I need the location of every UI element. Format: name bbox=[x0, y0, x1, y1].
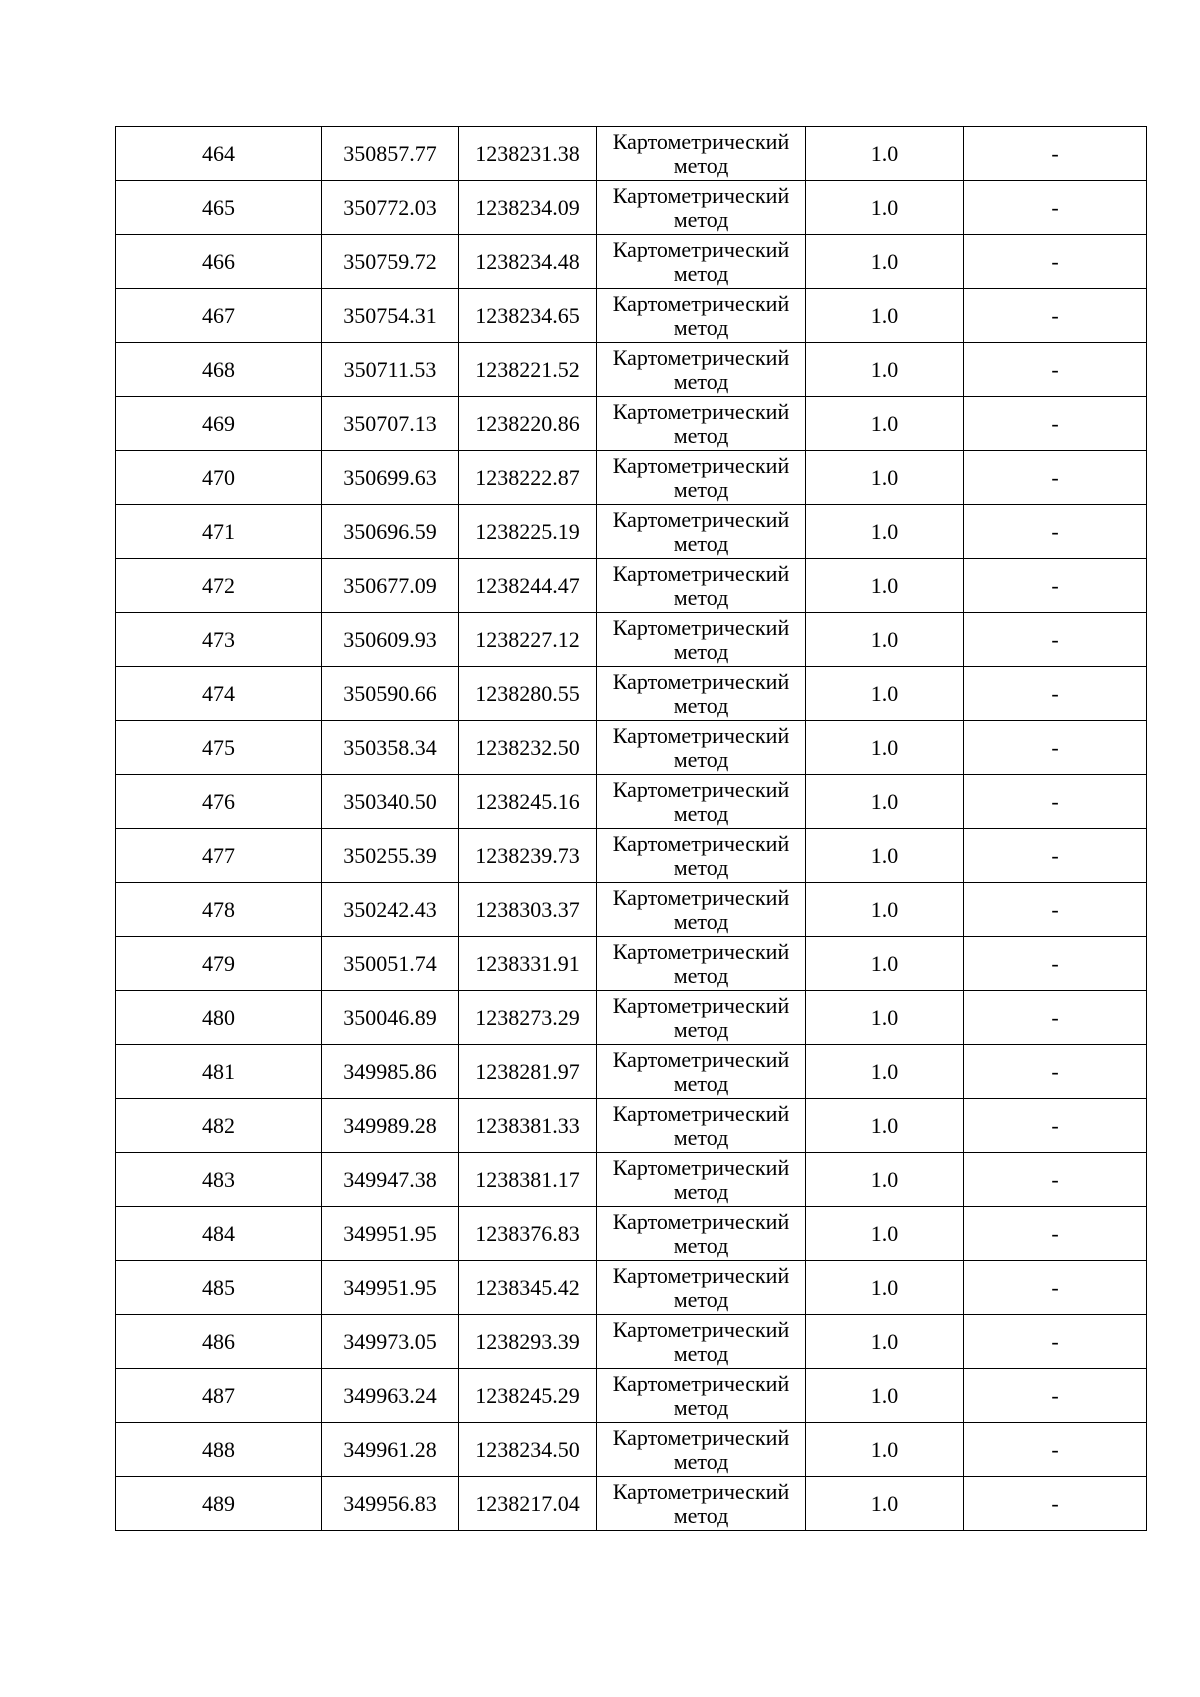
method-cell bbox=[597, 451, 806, 505]
x-coordinate-cell: 350677.09 bbox=[322, 559, 459, 613]
x-coordinate-cell: 350696.59 bbox=[322, 505, 459, 559]
method-line1: Картометрический bbox=[612, 992, 790, 1018]
method-cell bbox=[597, 829, 806, 883]
note-cell: - bbox=[964, 1045, 1147, 1099]
y-coordinate-cell: 1238293.39 bbox=[459, 1315, 597, 1369]
method-line2: метод bbox=[673, 1502, 729, 1528]
note-cell: - bbox=[964, 829, 1147, 883]
x-coordinate-cell: 350255.39 bbox=[322, 829, 459, 883]
method-cell bbox=[597, 127, 806, 181]
method-line2: метод bbox=[673, 1448, 729, 1474]
y-coordinate-cell: 1238303.37 bbox=[459, 883, 597, 937]
note-cell: - bbox=[964, 343, 1147, 397]
method-line1: Картометрический bbox=[612, 452, 790, 478]
note-cell: - bbox=[964, 505, 1147, 559]
method-line1: Картометрический bbox=[612, 1478, 790, 1504]
table-row bbox=[116, 1153, 1147, 1207]
y-coordinate-cell: 1238234.09 bbox=[459, 181, 597, 235]
note-cell: - bbox=[964, 1369, 1147, 1423]
table-row bbox=[116, 613, 1147, 667]
method-cell bbox=[597, 1369, 806, 1423]
x-coordinate-cell: 349951.95 bbox=[322, 1207, 459, 1261]
table-row bbox=[116, 1207, 1147, 1261]
precision-cell: 1.0 bbox=[806, 289, 964, 343]
table-row bbox=[116, 505, 1147, 559]
method-line2: метод bbox=[673, 530, 729, 556]
method-line2: метод bbox=[673, 1124, 729, 1150]
table-row bbox=[116, 235, 1147, 289]
precision-cell: 1.0 bbox=[806, 559, 964, 613]
precision-cell: 1.0 bbox=[806, 181, 964, 235]
precision-cell: 1.0 bbox=[806, 1369, 964, 1423]
precision-cell: 1.0 bbox=[806, 1261, 964, 1315]
x-coordinate-cell: 349961.28 bbox=[322, 1423, 459, 1477]
note-cell: - bbox=[964, 559, 1147, 613]
precision-cell: 1.0 bbox=[806, 397, 964, 451]
method-cell bbox=[597, 1423, 806, 1477]
method-line1: Картометрический bbox=[612, 1424, 790, 1450]
point-number-cell: 466 bbox=[116, 235, 322, 289]
method-cell bbox=[597, 397, 806, 451]
method-line1: Картометрический bbox=[612, 128, 790, 154]
x-coordinate-cell: 350340.50 bbox=[322, 775, 459, 829]
y-coordinate-cell: 1238331.91 bbox=[459, 937, 597, 991]
note-cell: - bbox=[964, 235, 1147, 289]
y-coordinate-cell: 1238245.29 bbox=[459, 1369, 597, 1423]
method-line1: Картометрический bbox=[612, 1370, 790, 1396]
precision-cell: 1.0 bbox=[806, 1099, 964, 1153]
y-coordinate-cell: 1238234.65 bbox=[459, 289, 597, 343]
x-coordinate-cell: 350754.31 bbox=[322, 289, 459, 343]
method-line2: метод bbox=[673, 854, 729, 880]
point-number-cell: 478 bbox=[116, 883, 322, 937]
method-cell bbox=[597, 559, 806, 613]
method-line2: метод bbox=[673, 1016, 729, 1042]
y-coordinate-cell: 1238234.48 bbox=[459, 235, 597, 289]
y-coordinate-cell: 1238234.50 bbox=[459, 1423, 597, 1477]
note-cell: - bbox=[964, 451, 1147, 505]
precision-cell: 1.0 bbox=[806, 1423, 964, 1477]
x-coordinate-cell: 350590.66 bbox=[322, 667, 459, 721]
table-row bbox=[116, 289, 1147, 343]
table-row bbox=[116, 775, 1147, 829]
point-number-cell: 475 bbox=[116, 721, 322, 775]
method-cell bbox=[597, 991, 806, 1045]
precision-cell: 1.0 bbox=[806, 721, 964, 775]
method-cell bbox=[597, 1045, 806, 1099]
point-number-cell: 487 bbox=[116, 1369, 322, 1423]
point-number-cell: 476 bbox=[116, 775, 322, 829]
y-coordinate-cell: 1238376.83 bbox=[459, 1207, 597, 1261]
table-row bbox=[116, 883, 1147, 937]
x-coordinate-cell: 349947.38 bbox=[322, 1153, 459, 1207]
point-number-cell: 489 bbox=[116, 1477, 322, 1531]
table-row bbox=[116, 1099, 1147, 1153]
point-number-cell: 472 bbox=[116, 559, 322, 613]
method-cell bbox=[597, 937, 806, 991]
precision-cell: 1.0 bbox=[806, 505, 964, 559]
precision-cell: 1.0 bbox=[806, 937, 964, 991]
note-cell: - bbox=[964, 721, 1147, 775]
method-line2: метод bbox=[673, 800, 729, 826]
x-coordinate-cell: 349973.05 bbox=[322, 1315, 459, 1369]
precision-cell: 1.0 bbox=[806, 1045, 964, 1099]
method-line1: Картометрический bbox=[612, 1046, 790, 1072]
point-number-cell: 479 bbox=[116, 937, 322, 991]
table-row bbox=[116, 991, 1147, 1045]
method-line1: Картометрический bbox=[612, 938, 790, 964]
note-cell: - bbox=[964, 397, 1147, 451]
x-coordinate-cell: 350857.77 bbox=[322, 127, 459, 181]
method-cell bbox=[597, 1477, 806, 1531]
point-number-cell: 471 bbox=[116, 505, 322, 559]
method-cell bbox=[597, 667, 806, 721]
method-cell bbox=[597, 613, 806, 667]
note-cell: - bbox=[964, 1099, 1147, 1153]
method-cell bbox=[597, 289, 806, 343]
point-number-cell: 486 bbox=[116, 1315, 322, 1369]
table-row bbox=[116, 1369, 1147, 1423]
x-coordinate-cell: 350609.93 bbox=[322, 613, 459, 667]
method-line2: метод bbox=[673, 152, 729, 178]
point-number-cell: 481 bbox=[116, 1045, 322, 1099]
method-line2: метод bbox=[673, 692, 729, 718]
method-line2: метод bbox=[673, 1340, 729, 1366]
x-coordinate-cell: 349989.28 bbox=[322, 1099, 459, 1153]
precision-cell: 1.0 bbox=[806, 883, 964, 937]
method-line1: Картометрический bbox=[612, 722, 790, 748]
table-row bbox=[116, 451, 1147, 505]
method-line1: Картометрический bbox=[612, 290, 790, 316]
method-line1: Картометрический bbox=[612, 1208, 790, 1234]
method-cell bbox=[597, 1153, 806, 1207]
y-coordinate-cell: 1238217.04 bbox=[459, 1477, 597, 1531]
method-line2: метод bbox=[673, 1232, 729, 1258]
y-coordinate-cell: 1238381.33 bbox=[459, 1099, 597, 1153]
precision-cell: 1.0 bbox=[806, 343, 964, 397]
method-line2: метод bbox=[673, 368, 729, 394]
method-line1: Картометрический bbox=[612, 1154, 790, 1180]
method-line1: Картометрический bbox=[612, 1262, 790, 1288]
method-cell bbox=[597, 235, 806, 289]
method-cell bbox=[597, 1261, 806, 1315]
point-number-cell: 488 bbox=[116, 1423, 322, 1477]
method-cell bbox=[597, 343, 806, 397]
table-row bbox=[116, 829, 1147, 883]
note-cell: - bbox=[964, 181, 1147, 235]
precision-cell: 1.0 bbox=[806, 1153, 964, 1207]
method-cell bbox=[597, 505, 806, 559]
x-coordinate-cell: 350759.72 bbox=[322, 235, 459, 289]
method-line1: Картометрический bbox=[612, 776, 790, 802]
table-row bbox=[116, 1045, 1147, 1099]
x-coordinate-cell: 350699.63 bbox=[322, 451, 459, 505]
x-coordinate-cell: 350242.43 bbox=[322, 883, 459, 937]
point-number-cell: 474 bbox=[116, 667, 322, 721]
x-coordinate-cell: 349951.95 bbox=[322, 1261, 459, 1315]
note-cell: - bbox=[964, 1153, 1147, 1207]
table-row bbox=[116, 127, 1147, 181]
x-coordinate-cell: 350051.74 bbox=[322, 937, 459, 991]
y-coordinate-cell: 1238244.47 bbox=[459, 559, 597, 613]
precision-cell: 1.0 bbox=[806, 829, 964, 883]
method-cell bbox=[597, 181, 806, 235]
method-line2: метод bbox=[673, 638, 729, 664]
precision-cell: 1.0 bbox=[806, 1315, 964, 1369]
point-number-cell: 465 bbox=[116, 181, 322, 235]
y-coordinate-cell: 1238231.38 bbox=[459, 127, 597, 181]
x-coordinate-cell: 349963.24 bbox=[322, 1369, 459, 1423]
method-line2: метод bbox=[673, 962, 729, 988]
method-cell bbox=[597, 1315, 806, 1369]
point-number-cell: 469 bbox=[116, 397, 322, 451]
note-cell: - bbox=[964, 289, 1147, 343]
method-cell bbox=[597, 721, 806, 775]
y-coordinate-cell: 1238381.17 bbox=[459, 1153, 597, 1207]
y-coordinate-cell: 1238280.55 bbox=[459, 667, 597, 721]
point-number-cell: 468 bbox=[116, 343, 322, 397]
coordinates-table bbox=[115, 126, 1147, 1531]
table-row bbox=[116, 721, 1147, 775]
note-cell: - bbox=[964, 1315, 1147, 1369]
method-line1: Картометрический bbox=[612, 344, 790, 370]
y-coordinate-cell: 1238273.29 bbox=[459, 991, 597, 1045]
method-line2: метод bbox=[673, 746, 729, 772]
note-cell: - bbox=[964, 883, 1147, 937]
method-line1: Картометрический bbox=[612, 1316, 790, 1342]
table-row bbox=[116, 559, 1147, 613]
coordinates-table-body bbox=[116, 127, 1147, 1531]
y-coordinate-cell: 1238225.19 bbox=[459, 505, 597, 559]
note-cell: - bbox=[964, 1477, 1147, 1531]
method-line2: метод bbox=[673, 1070, 729, 1096]
y-coordinate-cell: 1238281.97 bbox=[459, 1045, 597, 1099]
precision-cell: 1.0 bbox=[806, 235, 964, 289]
method-line2: метод bbox=[673, 314, 729, 340]
point-number-cell: 480 bbox=[116, 991, 322, 1045]
method-line1: Картометрический bbox=[612, 830, 790, 856]
method-line1: Картометрический bbox=[612, 398, 790, 424]
precision-cell: 1.0 bbox=[806, 451, 964, 505]
precision-cell: 1.0 bbox=[806, 991, 964, 1045]
precision-cell: 1.0 bbox=[806, 1207, 964, 1261]
method-cell bbox=[597, 883, 806, 937]
table-row bbox=[116, 1477, 1147, 1531]
method-line2: метод bbox=[673, 1394, 729, 1420]
y-coordinate-cell: 1238222.87 bbox=[459, 451, 597, 505]
table-row bbox=[116, 397, 1147, 451]
method-line2: метод bbox=[673, 476, 729, 502]
table-row bbox=[116, 1261, 1147, 1315]
y-coordinate-cell: 1238245.16 bbox=[459, 775, 597, 829]
table-row bbox=[116, 1315, 1147, 1369]
point-number-cell: 477 bbox=[116, 829, 322, 883]
note-cell: - bbox=[964, 937, 1147, 991]
note-cell: - bbox=[964, 127, 1147, 181]
y-coordinate-cell: 1238345.42 bbox=[459, 1261, 597, 1315]
table-row bbox=[116, 343, 1147, 397]
method-cell bbox=[597, 1207, 806, 1261]
precision-cell: 1.0 bbox=[806, 775, 964, 829]
x-coordinate-cell: 350046.89 bbox=[322, 991, 459, 1045]
note-cell: - bbox=[964, 613, 1147, 667]
method-cell bbox=[597, 775, 806, 829]
method-line1: Картометрический bbox=[612, 884, 790, 910]
method-line2: метод bbox=[673, 1178, 729, 1204]
point-number-cell: 473 bbox=[116, 613, 322, 667]
precision-cell: 1.0 bbox=[806, 1477, 964, 1531]
precision-cell: 1.0 bbox=[806, 667, 964, 721]
method-cell bbox=[597, 1099, 806, 1153]
point-number-cell: 485 bbox=[116, 1261, 322, 1315]
x-coordinate-cell: 350772.03 bbox=[322, 181, 459, 235]
y-coordinate-cell: 1238232.50 bbox=[459, 721, 597, 775]
point-number-cell: 467 bbox=[116, 289, 322, 343]
y-coordinate-cell: 1238221.52 bbox=[459, 343, 597, 397]
x-coordinate-cell: 350707.13 bbox=[322, 397, 459, 451]
y-coordinate-cell: 1238239.73 bbox=[459, 829, 597, 883]
note-cell: - bbox=[964, 1207, 1147, 1261]
method-line1: Картометрический bbox=[612, 182, 790, 208]
note-cell: - bbox=[964, 775, 1147, 829]
y-coordinate-cell: 1238220.86 bbox=[459, 397, 597, 451]
method-line2: метод bbox=[673, 1286, 729, 1312]
point-number-cell: 482 bbox=[116, 1099, 322, 1153]
method-line1: Картометрический bbox=[612, 506, 790, 532]
method-line2: метод bbox=[673, 260, 729, 286]
method-line2: метод bbox=[673, 584, 729, 610]
note-cell: - bbox=[964, 1423, 1147, 1477]
table-row bbox=[116, 667, 1147, 721]
x-coordinate-cell: 349956.83 bbox=[322, 1477, 459, 1531]
table-row bbox=[116, 1423, 1147, 1477]
method-line1: Картометрический bbox=[612, 560, 790, 586]
method-line1: Картометрический bbox=[612, 614, 790, 640]
table-row bbox=[116, 181, 1147, 235]
y-coordinate-cell: 1238227.12 bbox=[459, 613, 597, 667]
x-coordinate-cell: 350358.34 bbox=[322, 721, 459, 775]
point-number-cell: 470 bbox=[116, 451, 322, 505]
precision-cell: 1.0 bbox=[806, 613, 964, 667]
point-number-cell: 464 bbox=[116, 127, 322, 181]
method-line2: метод bbox=[673, 206, 729, 232]
note-cell: - bbox=[964, 1261, 1147, 1315]
method-line1: Картометрический bbox=[612, 236, 790, 262]
point-number-cell: 484 bbox=[116, 1207, 322, 1261]
precision-cell: 1.0 bbox=[806, 127, 964, 181]
note-cell: - bbox=[964, 991, 1147, 1045]
point-number-cell: 483 bbox=[116, 1153, 322, 1207]
table-row bbox=[116, 937, 1147, 991]
x-coordinate-cell: 350711.53 bbox=[322, 343, 459, 397]
note-cell: - bbox=[964, 667, 1147, 721]
x-coordinate-cell: 349985.86 bbox=[322, 1045, 459, 1099]
method-line1: Картометрический bbox=[612, 1100, 790, 1126]
method-line2: метод bbox=[673, 908, 729, 934]
method-line2: метод bbox=[673, 422, 729, 448]
method-line1: Картометрический bbox=[612, 668, 790, 694]
